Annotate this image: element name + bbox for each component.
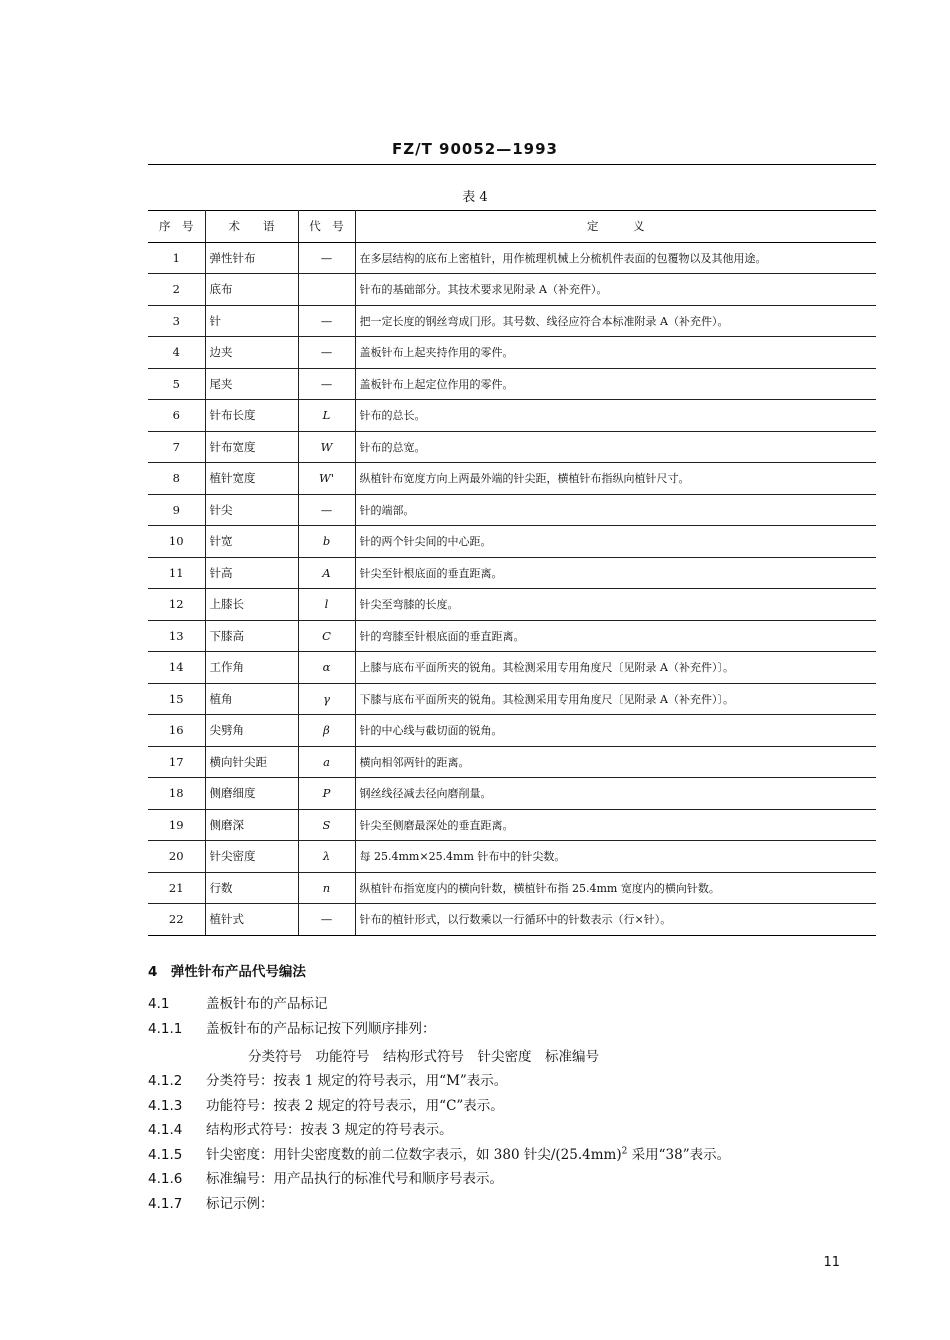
clause-4-1-1 (148, 1017, 436, 1037)
row-term: 侧磨深 (205, 809, 298, 841)
section-4-title: 4 弹性针布产品代号编法 (148, 964, 306, 980)
table-row (148, 841, 876, 873)
clause-4-1-4 (148, 1118, 453, 1138)
row-symbol: λ (298, 841, 355, 873)
clause-number: 4.1.3 (148, 1098, 183, 1114)
row-definition: 针的弯膝至针根底面的垂直距离。 (355, 620, 876, 652)
row-symbol: W' (298, 463, 355, 495)
table-header-row (148, 211, 876, 243)
row-number: 12 (148, 589, 205, 621)
clause-text: 盖板针布的产品标记 (206, 996, 328, 1012)
clause-number: 4.1.1 (148, 1021, 183, 1037)
header-rule (148, 164, 876, 165)
row-number: 4 (148, 337, 205, 369)
row-term: 针尖密度 (205, 841, 298, 873)
row-definition: 每 25.4mm×25.4mm 针布中的针尖数。 (355, 841, 876, 873)
table-row (148, 305, 876, 337)
table-row (148, 242, 876, 274)
row-number: 21 (148, 872, 205, 904)
table-row (148, 557, 876, 589)
row-definition: 下膝与底布平面所夹的锐角。其检测采用专用角度尺〔见附录 A（补充件）〕。 (355, 683, 876, 715)
clause-4-1 (148, 992, 328, 1012)
row-symbol: — (298, 337, 355, 369)
row-term: 边夹 (205, 337, 298, 369)
row-symbol: A (298, 557, 355, 589)
terms-table (148, 210, 876, 936)
row-number: 2 (148, 274, 205, 306)
row-term: 植针式 (205, 904, 298, 936)
row-definition: 针尖至侧磨最深处的垂直距离。 (355, 809, 876, 841)
row-number: 11 (148, 557, 205, 589)
row-number: 1 (148, 242, 205, 274)
row-term: 尖劈角 (205, 715, 298, 747)
table-row (148, 494, 876, 526)
row-definition: 针布的总宽。 (355, 431, 876, 463)
row-term: 侧磨细度 (205, 778, 298, 810)
row-definition: 横向相邻两针的距离。 (355, 746, 876, 778)
row-symbol: — (298, 368, 355, 400)
row-definition: 针的端部。 (355, 494, 876, 526)
row-definition: 盖板针布上起定位作用的零件。 (355, 368, 876, 400)
row-number: 5 (148, 368, 205, 400)
row-term: 尾夹 (205, 368, 298, 400)
row-symbol: — (298, 242, 355, 274)
clause-text: 结构形式符号：按表 3 规定的符号表示。 (206, 1122, 453, 1138)
row-number: 22 (148, 904, 205, 936)
row-definition: 针布的植针形式，以行数乘以一行循环中的针数表示（行×针）。 (355, 904, 876, 936)
row-term: 针 (205, 305, 298, 337)
clause-number: 4.1 (148, 996, 170, 1012)
row-symbol (298, 274, 355, 306)
row-term: 下膝高 (205, 620, 298, 652)
row-term: 植针宽度 (205, 463, 298, 495)
row-term: 针布宽度 (205, 431, 298, 463)
row-term: 工作角 (205, 652, 298, 684)
clause-4-1-3 (148, 1094, 504, 1114)
column-header-term: 术 语 (205, 211, 298, 243)
row-symbol: β (298, 715, 355, 747)
row-symbol: C (298, 620, 355, 652)
row-number: 19 (148, 809, 205, 841)
row-definition: 纵植针布指宽度内的横向针数，横植针布指 25.4mm 宽度内的横向针数。 (355, 872, 876, 904)
clause-text: 标记示例： (206, 1196, 274, 1212)
table-row (148, 746, 876, 778)
row-definition: 纵植针布宽度方向上两最外端的针尖距，横植针布指纵向植针尺寸。 (355, 463, 876, 495)
row-definition: 针尖至针根底面的垂直距离。 (355, 557, 876, 589)
row-definition: 盖板针布上起夹持作用的零件。 (355, 337, 876, 369)
row-symbol: — (298, 904, 355, 936)
row-definition: 针布的基础部分。其技术要求见附录 A（补充件）。 (355, 274, 876, 306)
row-symbol: b (298, 526, 355, 558)
table-row (148, 904, 876, 936)
row-symbol: S (298, 809, 355, 841)
column-header-number: 序 号 (148, 211, 205, 243)
row-definition: 针尖至弯膝的长度。 (355, 589, 876, 621)
table-row (148, 589, 876, 621)
row-number: 8 (148, 463, 205, 495)
row-definition: 钢丝线径减去径向磨削量。 (355, 778, 876, 810)
clause-text-tail: 采用“38”表示。 (627, 1147, 731, 1163)
table-row (148, 620, 876, 652)
clause-number: 4.1.5 (148, 1147, 183, 1163)
clause-number: 4.1.7 (148, 1196, 183, 1212)
row-symbol: α (298, 652, 355, 684)
table-row (148, 872, 876, 904)
row-definition: 上膝与底布平面所夹的锐角。其检测采用专用角度尺〔见附录 A（补充件）〕。 (355, 652, 876, 684)
clause-text: 分类符号：按表 1 规定的符号表示，用“M”表示。 (206, 1073, 508, 1089)
row-number: 15 (148, 683, 205, 715)
table-row (148, 715, 876, 747)
row-definition: 在多层结构的底布上密植针，用作梳理机械上分梳机件表面的包覆物以及其他用途。 (355, 242, 876, 274)
page-number: 11 (823, 1255, 840, 1270)
row-number: 6 (148, 400, 205, 432)
table-row (148, 652, 876, 684)
row-definition: 把一定长度的钢丝弯成冂形。其号数、线径应符合本标准附录 A（补充件）。 (355, 305, 876, 337)
row-definition: 针的中心线与截切面的锐角。 (355, 715, 876, 747)
row-term: 针尖 (205, 494, 298, 526)
row-term: 针布长度 (205, 400, 298, 432)
clause-4-1-2 (148, 1069, 507, 1089)
column-header-definition: 定 义 (355, 211, 876, 243)
clause-number: 4.1.2 (148, 1073, 183, 1089)
row-symbol: l (298, 589, 355, 621)
table-row (148, 809, 876, 841)
table-row (148, 368, 876, 400)
table-row (148, 683, 876, 715)
table-caption: 表 4 (462, 190, 488, 205)
row-number: 9 (148, 494, 205, 526)
row-definition: 针布的总长。 (355, 400, 876, 432)
table-row (148, 431, 876, 463)
row-term: 底布 (205, 274, 298, 306)
table-row (148, 463, 876, 495)
row-number: 18 (148, 778, 205, 810)
table-row (148, 400, 876, 432)
row-symbol: P (298, 778, 355, 810)
row-symbol: n (298, 872, 355, 904)
row-term: 针宽 (205, 526, 298, 558)
table-row (148, 778, 876, 810)
row-number: 3 (148, 305, 205, 337)
row-number: 7 (148, 431, 205, 463)
row-number: 16 (148, 715, 205, 747)
row-term: 上膝长 (205, 589, 298, 621)
row-term: 弹性针布 (205, 242, 298, 274)
clause-4-1-6 (148, 1167, 503, 1187)
row-number: 10 (148, 526, 205, 558)
row-symbol: W (298, 431, 355, 463)
row-term: 行数 (205, 872, 298, 904)
clause-number: 4.1.4 (148, 1122, 183, 1138)
column-header-symbol: 代 号 (298, 211, 355, 243)
row-number: 20 (148, 841, 205, 873)
row-symbol: — (298, 305, 355, 337)
row-number: 13 (148, 620, 205, 652)
row-term: 植角 (205, 683, 298, 715)
superscript: 2 (621, 1146, 628, 1157)
clause-number: 4.1.6 (148, 1171, 183, 1187)
clause-4-1-5 (148, 1143, 730, 1163)
row-symbol: L (298, 400, 355, 432)
marking-sequence: 分类符号 功能符号 结构形式符号 针尖密度 标准编号 (248, 1049, 599, 1065)
row-symbol: — (298, 494, 355, 526)
row-term: 横向针尖距 (205, 746, 298, 778)
row-definition: 针的两个针尖间的中心距。 (355, 526, 876, 558)
row-number: 17 (148, 746, 205, 778)
row-symbol: γ (298, 683, 355, 715)
row-symbol: a (298, 746, 355, 778)
table-row (148, 274, 876, 306)
table-row (148, 337, 876, 369)
clause-text: 功能符号：按表 2 规定的符号表示，用“C”表示。 (206, 1098, 504, 1114)
table-row (148, 526, 876, 558)
row-term: 针高 (205, 557, 298, 589)
clause-text: 盖板针布的产品标记按下列顺序排列： (206, 1021, 436, 1037)
clause-text: 针尖密度：用针尖密度数的前二位数字表示，如 380 针尖/(25.4mm) (206, 1147, 622, 1163)
standard-code-header: FZ/T 90052—1993 (392, 140, 558, 158)
clause-4-1-7 (148, 1192, 274, 1212)
row-number: 14 (148, 652, 205, 684)
clause-text: 标准编号：用产品执行的标准代号和顺序号表示。 (206, 1171, 503, 1187)
